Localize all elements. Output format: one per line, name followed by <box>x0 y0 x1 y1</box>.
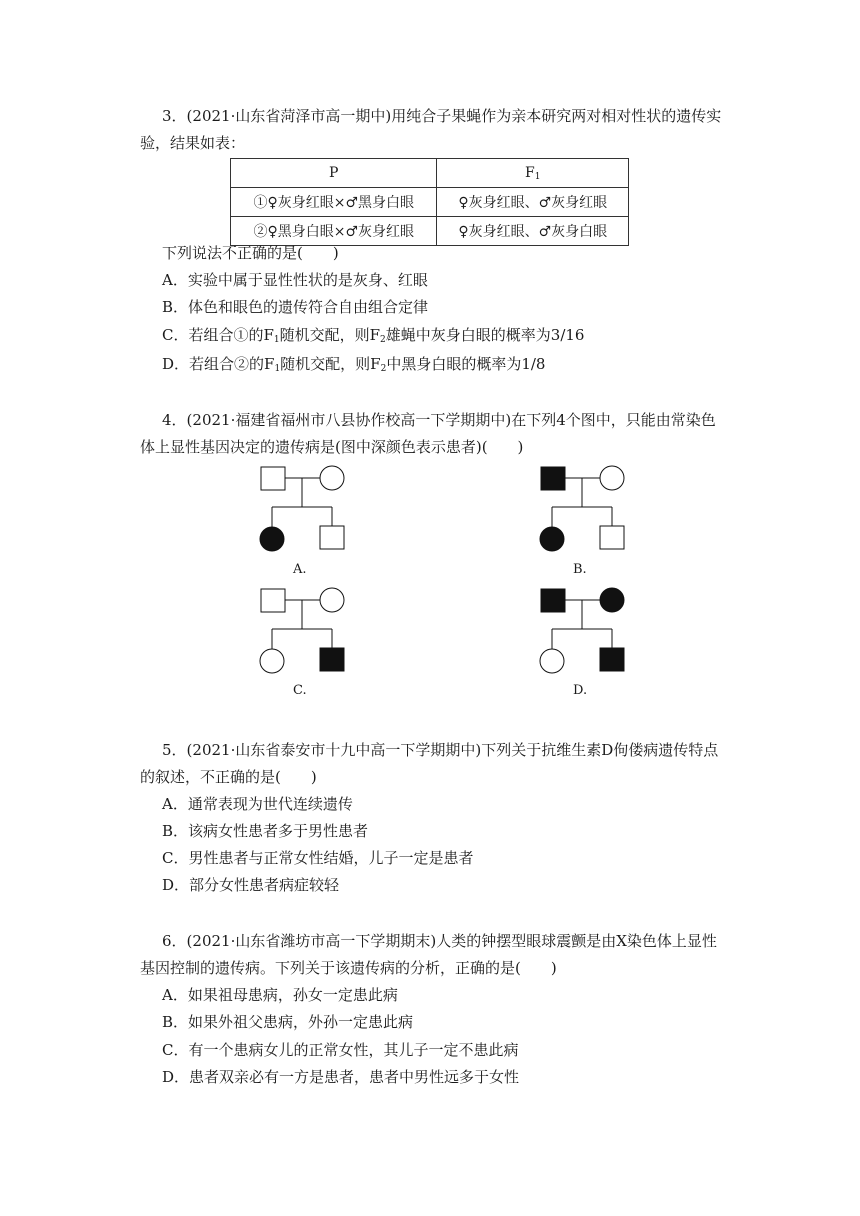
q6-option-c: C．有一个患病女儿的正常女性，其儿子一定不患此病 <box>162 1041 519 1059</box>
q3-experiment-table <box>230 158 629 246</box>
pedigree-c-label: C. <box>293 683 307 698</box>
mother-normal <box>600 466 624 490</box>
pedigree-d <box>535 582 630 677</box>
pedigree-a-label: A. <box>293 562 307 577</box>
table-cell-f1: ♀灰身红眼、♂灰身白眼 <box>437 217 629 246</box>
father-normal <box>261 467 285 490</box>
daughter-affected <box>540 527 564 551</box>
table-cell-p: ②♀黑身白眼×♂灰身红眼 <box>231 217 437 246</box>
q6-option-b: B．如果外祖父患病，外孙一定患此病 <box>162 1013 414 1031</box>
q3-option-a: A．实验中属于显性性状的是灰身、红眼 <box>162 271 428 289</box>
father-affected <box>541 467 565 490</box>
mother-normal <box>320 466 344 490</box>
q5-stem-line1: 5．(2021·山东省泰安市十九中高一下学期期中)下列关于抗维生素D佝偻病遗传特点 <box>162 741 719 759</box>
q5-option-d: D．部分女性患者病症较轻 <box>162 876 340 894</box>
pedigree-c <box>255 582 350 677</box>
pedigree-b-label: B. <box>573 562 587 577</box>
table-cell-f1: ♀灰身红眼、♂灰身红眼 <box>437 188 629 217</box>
father-normal <box>261 589 285 612</box>
table-header-p: P <box>231 159 437 188</box>
table-header-row <box>231 159 629 188</box>
q4-stem-line2: 体上显性基因决定的遗传病是(图中深颜色表示患者)( ) <box>140 438 524 456</box>
mother-affected <box>600 588 624 612</box>
q6-stem-line2: 基因控制的遗传病。下列关于该遗传病的分析，正确的是( ) <box>140 959 557 977</box>
q4-stem-line1: 4．(2021·福建省福州市八县协作校高一下学期期中)在下列4个图中，只能由常染色 <box>162 411 716 429</box>
pedigree-a <box>255 460 350 555</box>
q6-option-d: D．患者双亲必有一方是患者，患者中男性远多于女性 <box>162 1068 520 1086</box>
table-header-f1: $F_1$ <box>437 159 629 188</box>
mother-normal <box>320 588 344 612</box>
daughter-normal <box>260 649 284 673</box>
son-normal <box>600 526 624 549</box>
son-affected <box>600 648 624 671</box>
table-row <box>231 188 629 217</box>
pedigree-d-label: D. <box>573 683 588 698</box>
daughter-affected <box>260 527 284 551</box>
table-row <box>231 217 629 246</box>
q5-stem-line2: 的叙述，不正确的是( ) <box>140 768 317 786</box>
daughter-normal <box>540 649 564 673</box>
q6-stem-line1: 6．(2021·山东省潍坊市高一下学期期末)人类的钟摆型眼球震颤是由X染色体上显性 <box>162 932 717 950</box>
q3-question: 下列说法不正确的是( ) <box>162 244 339 262</box>
pedigree-b <box>535 460 630 555</box>
son-normal <box>320 526 344 549</box>
q3-option-c: C．若组合①的$F_1$随机交配，则$F_2$雄蝇中灰身白眼的概率为3/16 <box>162 326 585 345</box>
q6-option-a: A．如果祖母患病，孙女一定患此病 <box>162 986 398 1004</box>
son-affected <box>320 648 344 671</box>
q5-option-a: A．通常表现为世代连续遗传 <box>162 795 353 813</box>
q5-option-c: C．男性患者与正常女性结婚，儿子一定是患者 <box>162 849 474 867</box>
table-cell-p: ①♀灰身红眼×♂黑身白眼 <box>231 188 437 217</box>
q3-option-b: B．体色和眼色的遗传符合自由组合定律 <box>162 298 429 316</box>
q3-stem-line2: 验，结果如表： <box>140 134 246 152</box>
q5-option-b: B．该病女性患者多于男性患者 <box>162 822 369 840</box>
father-affected <box>541 589 565 612</box>
q3-option-d: D．若组合②的$F_1$随机交配，则$F_2$中黑身白眼的概率为1/8 <box>162 355 546 374</box>
q3-stem-line1: 3．(2021·山东省菏泽市高一期中)用纯合子果蝇作为亲本研究两对相对性状的遗传实 <box>162 107 722 125</box>
